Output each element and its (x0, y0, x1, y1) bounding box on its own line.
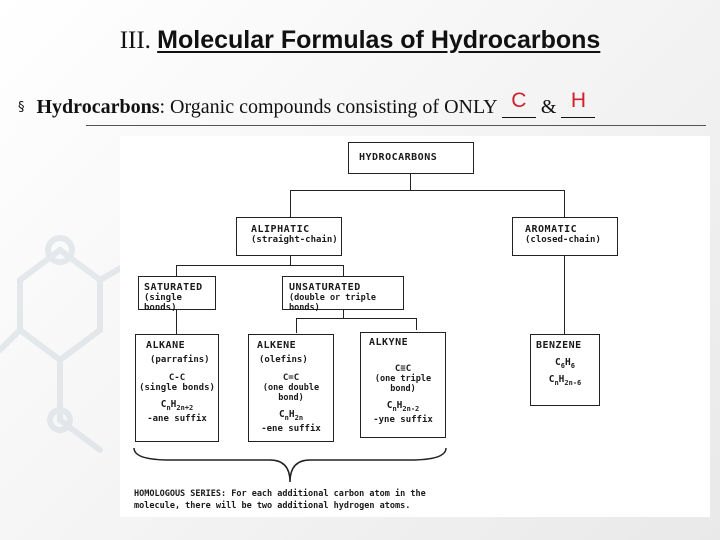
saturated-sub: (single bonds) (144, 293, 182, 313)
aliphatic-sub: (straight-chain) (251, 235, 338, 245)
bullet-marker: § (18, 100, 25, 115)
connector (410, 173, 411, 190)
aliphatic-box (236, 217, 342, 256)
alkyne-bond-note: (one triple bond) (374, 374, 432, 394)
alkyne-bond: C≡C (394, 364, 412, 374)
alkene-bond: C=C (282, 373, 300, 383)
hydrocarbons-box (348, 142, 474, 174)
connector (296, 318, 297, 333)
alkene-bond-note: (one double bond) (262, 383, 320, 403)
hydrocarbon-classification-diagram (120, 136, 710, 517)
connector (176, 265, 343, 266)
bullet-term: Hydrocarbons (36, 96, 160, 118)
alkene-sub: (olefins) (259, 355, 308, 365)
alkane-formula: $C_nH_{2n+2}$ (160, 399, 194, 412)
answer-carbon: C (511, 89, 527, 112)
unsaturated-box (282, 276, 404, 313)
alkane-suffix: -ane suffix (147, 413, 207, 424)
benzene-label: BENZENE (536, 340, 582, 351)
series-brace (130, 446, 450, 486)
connector (296, 318, 416, 319)
definition-bullet (18, 89, 718, 119)
unsaturated-label: UNSATURATED (289, 282, 361, 293)
hydrocarbons-label: HYDROCARBONS (359, 152, 438, 163)
blank-hydrogen (561, 89, 595, 118)
aromatic-label: AROMATIC (525, 224, 578, 235)
alkane-box (135, 334, 219, 442)
alkane-bond-note: (single bonds) (139, 383, 215, 393)
bullet-text: : Organic compounds consisting of ONLY (159, 96, 497, 118)
aliphatic-label: ALIPHATIC (251, 224, 310, 235)
connector (290, 190, 291, 217)
saturated-box (138, 276, 216, 313)
homologous-series-note: HOMOLOGOUS SERIES: For each additional carbon atom in the molecule, there will be two additional hydrogen atoms. (134, 489, 426, 511)
alkene-suffix: -ene suffix (261, 423, 321, 434)
alkane-label: ALKANE (146, 340, 186, 351)
alkene-box (248, 334, 334, 442)
alkyne-suffix: -yne suffix (373, 414, 433, 425)
benzene-formula: $C_6H_6$ (555, 357, 575, 370)
connector (564, 190, 565, 217)
aromatic-sub: (closed-chain) (525, 235, 601, 245)
connector (176, 265, 177, 276)
alkene-label: ALKENE (257, 340, 297, 351)
alkyne-box (360, 332, 446, 438)
answer-hydrogen: H (570, 89, 587, 112)
connector (290, 190, 564, 191)
connector (416, 318, 417, 330)
title-text: Molecular Formulas of Hydrocarbons (157, 26, 601, 54)
ampersand: & (540, 96, 557, 118)
alkyne-formula: $C_nH_{2n-2}$ (386, 400, 420, 413)
background-molecule-decoration (0, 120, 140, 540)
blank-carbon (502, 89, 536, 118)
alkane-bond: C-C (168, 373, 186, 383)
alkane-sub: (parrafins) (150, 355, 210, 365)
unsaturated-sub: (double or triple bonds) (289, 293, 376, 313)
connector (290, 255, 291, 265)
aromatic-box (512, 217, 618, 256)
connector (343, 265, 344, 276)
connector (564, 254, 565, 334)
benzene-box (530, 334, 600, 406)
benzene-general-formula: $C_nH_{2n-6}$ (548, 373, 582, 387)
alkene-formula: $C_nH_{2n}$ (278, 409, 304, 422)
slide-title (0, 26, 720, 55)
alkyne-label: ALKYNE (369, 337, 409, 348)
underline-rule (86, 125, 706, 126)
saturated-label: SATURATED (144, 282, 203, 293)
title-number: III. (119, 27, 151, 54)
